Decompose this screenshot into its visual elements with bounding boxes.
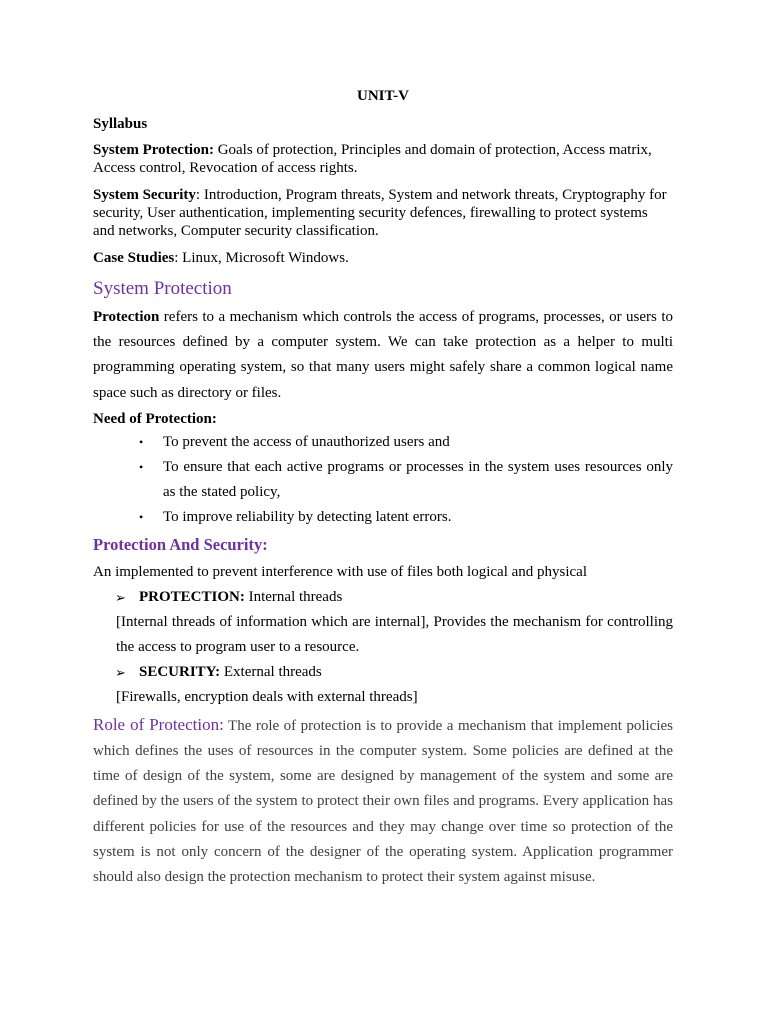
list-item	[139, 430, 673, 455]
document-page	[93, 86, 673, 890]
syllabus-case-studies-text: : Linux, Microsoft Windows.	[174, 250, 349, 266]
protection-item-detail: [Internal threads of information which are internal], Provides the mechanism for controlling the access to program user to a resource.	[116, 613, 673, 655]
role-of-protection-paragraph	[93, 712, 673, 890]
list-item	[139, 505, 673, 530]
list-item-text: To ensure that each active programs or processes in the system uses resources only as the stated policy,	[163, 458, 673, 500]
security-item-text: External threads	[220, 663, 322, 680]
role-of-protection-text: The role of protection is to provide a mechanism that implement policies which defines the uses of resources in the computer system. Some policies are defined at the time of design of the system, some are designed by management of the system and some are defined by the users of the system to protect their own files and programs. Every application has different policies for use of the resources and they may change over time so protection of the system is not only concern of the designer of the operating system. Application programmer should also design the protection mechanism to protect their system against misuse.	[93, 717, 673, 886]
arrow-bullet-icon: ➢	[115, 589, 126, 605]
protection-item-text: Internal threads	[244, 588, 343, 605]
arrow-bullet-icon: ➢	[115, 664, 126, 680]
security-item-label: SECURITY:	[139, 663, 221, 680]
need-of-protection-list	[93, 430, 673, 530]
list-item	[139, 455, 673, 505]
list-item-text: To prevent the access of unauthorized users and	[163, 433, 450, 450]
need-of-protection-label: Need of Protection:	[93, 410, 217, 427]
protection-definition-term: Protection	[93, 309, 160, 325]
list-item-text: To improve reliability by detecting latent errors.	[163, 508, 452, 525]
bullet-icon: •	[139, 459, 144, 474]
syllabus-system-security-text: : Introduction, Program threats, System and network threats, Cryptography for security, User authentication, implementing security defences, firewalling to protect systems and networks, Computer security classification.	[93, 187, 667, 239]
syllabus-system-protection-label: System Protection:	[93, 142, 214, 158]
syllabus-case-studies	[93, 249, 673, 267]
protection-definition-text: refers to a mechanism which controls the access of programs, processes, or users to the resources defined by a computer system. We can take protection as a helper to multi programming operating system, so that many users might safely share a common logical name space such as directory or files.	[93, 309, 673, 401]
bullet-icon: •	[139, 509, 144, 524]
bullet-icon: •	[139, 434, 144, 449]
protection-and-security-intro: An implemented to prevent interference with use of files both logical and physical	[93, 563, 588, 580]
syllabus-system-protection-text: Goals of protection, Principles and domain of protection, Access matrix, Access control, Revocation of access rights.	[93, 142, 652, 176]
syllabus-system-security	[93, 186, 673, 240]
protection-item	[93, 585, 673, 610]
role-of-protection-heading: Role of Protection:	[93, 714, 224, 734]
syllabus-label: Syllabus	[93, 116, 148, 132]
unit-title: UNIT-V	[357, 88, 409, 104]
syllabus-system-protection	[93, 141, 673, 177]
security-item-detail: [Firewalls, encryption deals with external threads]	[116, 688, 418, 705]
protection-item-label: PROTECTION:	[139, 588, 245, 605]
protection-definition	[93, 305, 673, 406]
protection-and-security-heading: Protection And Security:	[93, 534, 268, 554]
syllabus-system-security-label: System Security	[93, 187, 196, 203]
security-item	[93, 660, 673, 685]
syllabus-case-studies-label: Case Studies	[93, 250, 175, 266]
system-protection-heading: System Protection	[93, 278, 232, 299]
